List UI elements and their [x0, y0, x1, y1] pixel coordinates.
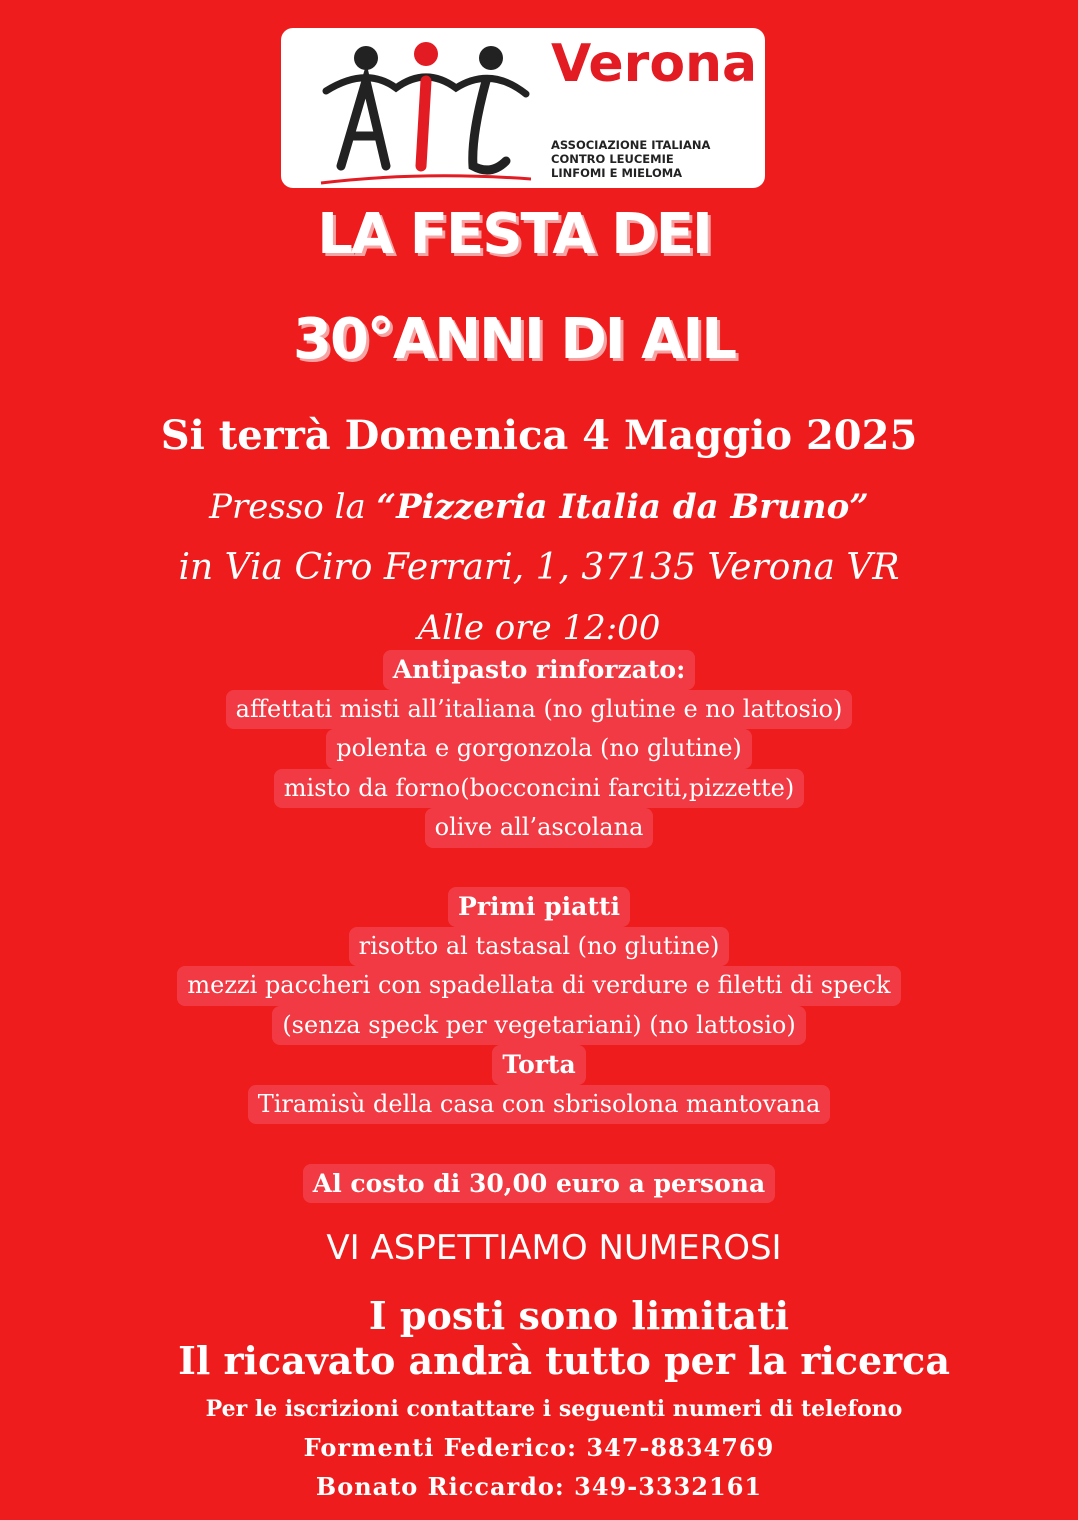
- venue-name: “Pizzeria Italia da Bruno”: [376, 487, 869, 527]
- contact-phone: Formenti Federico: 347-8834769: [303, 1433, 775, 1462]
- menu-item: mezzi paccheri con spadellata di verdure e filetti di speck: [177, 966, 900, 1006]
- signup-text: Per le iscrizioni contattare i seguenti numeri di telefono: [205, 1396, 903, 1422]
- contact-phone: Bonato Riccardo: 349-3332161: [315, 1472, 763, 1501]
- logo-subtitle-line: ASSOCIAZIONE ITALIANA: [551, 138, 711, 152]
- menu: [0, 650, 1078, 1203]
- menu-item: misto da forno(bocconcini farciti,pizzette): [274, 769, 804, 809]
- ail-figures-icon: [301, 36, 531, 186]
- logo-subtitle-line: CONTRO LEUCEMIE: [551, 152, 674, 166]
- limited-seats-text: I posti sono limitati: [368, 1293, 790, 1338]
- event-date: Si terrà Domenica 4 Maggio 2025: [160, 412, 918, 459]
- venue-address: in Via Ciro Ferrari, 1, 37135 Verona VR: [178, 547, 900, 588]
- event-time: Alle ore 12:00: [417, 608, 661, 648]
- menu-section-title: Primi piatti: [448, 887, 630, 927]
- menu-section-title: Antipasto rinforzato:: [383, 650, 696, 690]
- menu-item: Tiramisù della casa con sbrisolona mantovana: [248, 1085, 831, 1125]
- menu-item: polenta e gorgonzola (no glutine): [326, 729, 752, 769]
- menu-item: olive all’ascolana: [425, 808, 654, 848]
- proceeds-text: Il ricavato andrà tutto per la ricerca: [178, 1338, 950, 1383]
- welcome-text: VI ASPETTIAMO NUMEROSI: [326, 1228, 782, 1268]
- venue-prefix: Presso la: [209, 487, 377, 527]
- menu-item: (senza speck per vegetariani) (no lattosio): [272, 1006, 805, 1046]
- menu-item: risotto al tastasal (no glutine): [349, 927, 730, 967]
- page-title-line-1: LA FESTA DEI: [317, 202, 711, 267]
- logo-name: Verona: [551, 34, 758, 94]
- menu-section-title: Torta: [492, 1045, 585, 1085]
- ail-logo: [281, 28, 765, 188]
- logo-subtitle: [551, 138, 710, 180]
- page-title-line-2: 30°ANNI DI AIL: [292, 307, 735, 372]
- menu-item: affettati misti all’italiana (no glutine e no lattosio): [226, 690, 853, 730]
- menu-cost: Al costo di 30,00 euro a persona: [303, 1164, 775, 1204]
- venue-line: [0, 487, 1078, 527]
- logo-subtitle-line: LINFOMI E MIELOMA: [551, 166, 683, 180]
